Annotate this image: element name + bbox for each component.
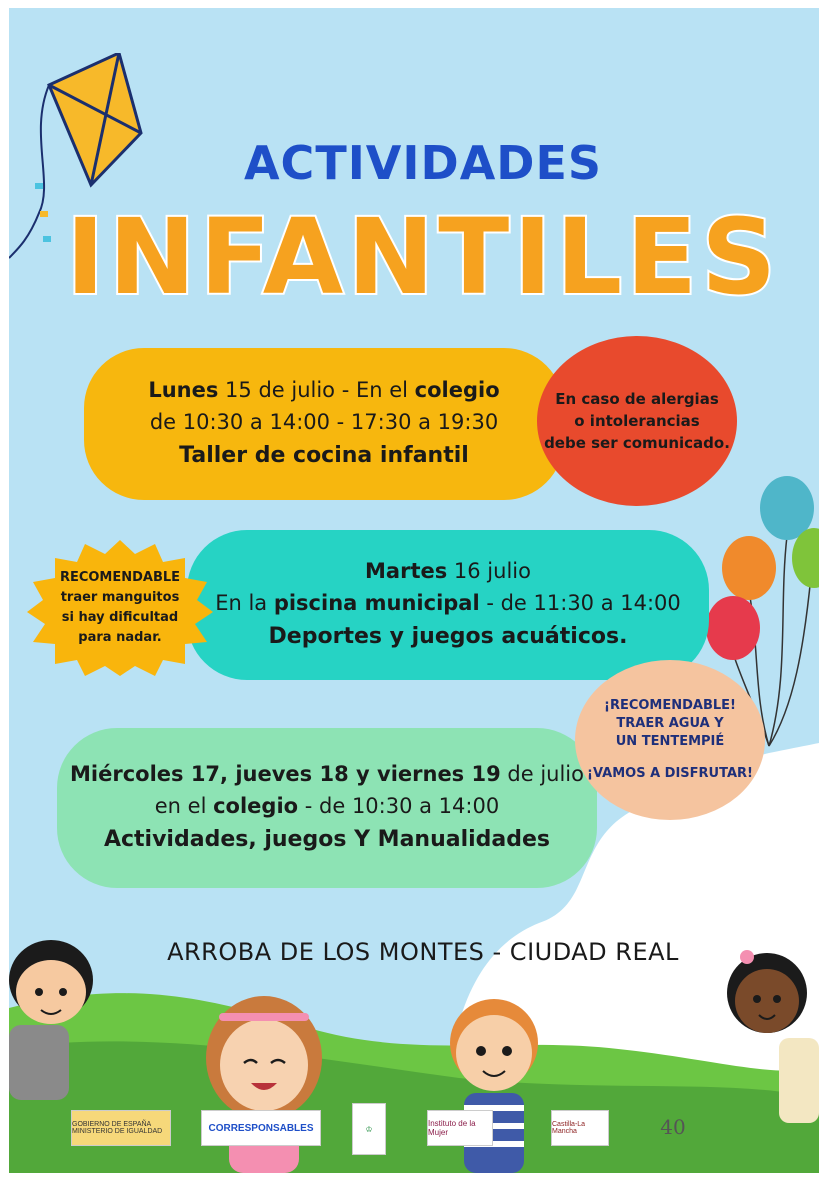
swim-recommendation: RECOMENDABLE traer manguitos si hay dificultad para nadar. bbox=[59, 570, 181, 645]
event-wed-fri-place: en el colegio - de 10:30 a 14:00 bbox=[154, 794, 500, 818]
boy-left-illustration bbox=[9, 930, 109, 1100]
event-monday-activity: Taller de cocina infantil bbox=[179, 443, 469, 468]
event-monday-line1: Lunes 15 de julio - En el colegio bbox=[148, 378, 500, 402]
corresponsables-logo: CORRESPONSABLES bbox=[201, 1110, 321, 1146]
instituto-mujer-logo: Instituto de la Mujer bbox=[427, 1110, 493, 1146]
event-wed-fri-activity: Actividades, juegos Y Manualidades bbox=[103, 827, 551, 852]
event-tuesday-place: En la piscina municipal - de 11:30 a 14:00 bbox=[215, 591, 681, 615]
event-wed-fri-card bbox=[57, 728, 597, 888]
boy-middle-illustration bbox=[439, 993, 549, 1173]
title-actividades: ACTIVIDADES bbox=[243, 136, 603, 190]
event-tuesday-activity: Deportes y juegos acuáticos. bbox=[268, 624, 628, 649]
anniversary-logo: 40 bbox=[660, 1115, 686, 1139]
event-monday-card bbox=[84, 348, 564, 500]
location-text: ARROBA DE LOS MONTES - CIUDAD REAL bbox=[167, 938, 679, 966]
allergy-notice: En caso de alergias o intolerancias debe ser comunicado. bbox=[537, 336, 737, 506]
ministerio-logo: GOBIERNO DE ESPAÑA MINISTERIO DE IGUALDAD bbox=[71, 1110, 171, 1146]
girl-middle-illustration bbox=[199, 993, 329, 1173]
water-recommendation: ¡RECOMENDABLE! TRAER AGUA Y UN TENTEMPIÉ ¡VAMOS A DISFRUTAR! bbox=[575, 660, 765, 820]
title-infantiles: INFANTILES bbox=[65, 196, 781, 318]
event-tuesday-line1: Martes 16 julio bbox=[365, 559, 531, 583]
event-wed-fri-line1: Miércoles 17, jueves 18 y viernes 19 de julio bbox=[70, 762, 584, 786]
event-tuesday-card bbox=[187, 530, 709, 680]
girl-right-illustration bbox=[709, 943, 819, 1123]
event-monday-schedule: de 10:30 a 14:00 - 17:30 a 19:30 bbox=[149, 410, 499, 434]
ayuntamiento-crest-icon: ♔ bbox=[352, 1103, 386, 1155]
castilla-la-mancha-logo: Castilla-La Mancha bbox=[551, 1110, 609, 1146]
poster bbox=[9, 8, 819, 1173]
